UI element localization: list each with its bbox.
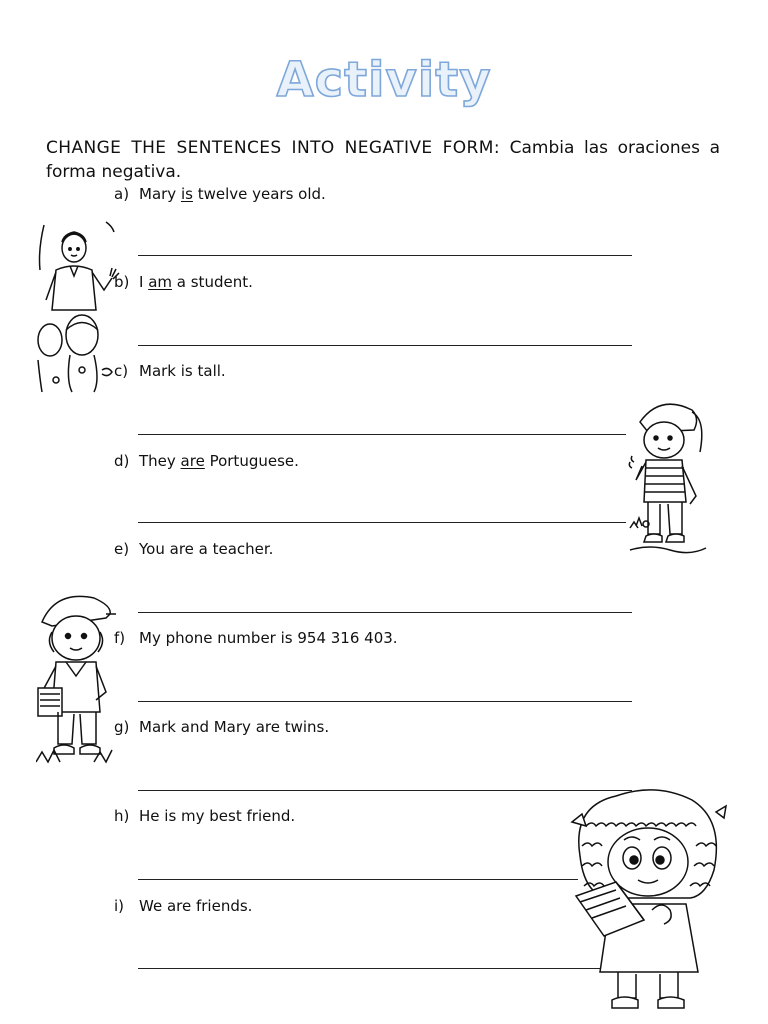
item-text-after: Portuguese. [204, 452, 299, 470]
answer-line-f[interactable] [138, 701, 632, 702]
instructions [46, 136, 720, 184]
boy-with-book-illustration [36, 592, 120, 770]
item-text-before: Mary [139, 185, 181, 203]
item-letter: d) [114, 452, 130, 470]
instructions-heading: CHANGE THE SENTENCES INTO NEGATIVE FORM: [46, 138, 500, 158]
item-text-before: I [139, 273, 149, 291]
answer-line-b[interactable] [138, 345, 632, 346]
item-letter: a) [114, 185, 130, 203]
item-text-before: We are friends. [139, 897, 253, 915]
item-text-after: twelve years old. [192, 185, 326, 203]
item-letter: b) [114, 273, 130, 291]
answer-line-i[interactable] [138, 968, 608, 969]
answer-line-c[interactable] [138, 434, 626, 435]
item-text-before: Mark is tall. [139, 362, 226, 380]
item-letter: g) [114, 718, 130, 736]
page-title: Activity [276, 52, 492, 108]
item-text-before: He is my best friend. [139, 807, 296, 825]
exercise-item-h [114, 807, 295, 825]
item-letter: h) [114, 807, 130, 825]
item-text-before: Mark and Mary are twins. [139, 718, 330, 736]
item-text-underlined: am [148, 273, 173, 291]
exercise-item-g [114, 718, 329, 736]
exercise-item-e [114, 540, 273, 558]
item-text-before: They [139, 452, 181, 470]
answer-line-h[interactable] [138, 879, 578, 880]
exercise-item-a [114, 185, 326, 203]
woman-and-children-illustration [36, 220, 136, 395]
answer-line-g[interactable] [138, 790, 632, 791]
exercise-item-i [114, 897, 252, 915]
item-letter: f) [114, 629, 126, 647]
exercise-item-f [114, 629, 398, 647]
item-text-after: a student. [172, 273, 253, 291]
answer-line-a[interactable] [138, 255, 632, 256]
girl-reading-book-illustration [566, 786, 730, 1016]
item-text-before: My phone number is 954 316 403. [139, 629, 398, 647]
item-text-underlined: are [180, 452, 205, 470]
item-letter: c) [114, 362, 129, 380]
exercise-item-d [114, 452, 299, 470]
instructions-translation: Cambia las oraciones a forma negativa. [46, 138, 720, 182]
item-letter: i) [114, 897, 125, 915]
answer-line-e[interactable] [138, 612, 632, 613]
item-letter: e) [114, 540, 130, 558]
item-text-underlined: is [180, 185, 193, 203]
boy-with-cap-illustration [626, 396, 710, 564]
item-text-before: You are a teacher. [139, 540, 274, 558]
answer-line-d[interactable] [138, 522, 626, 523]
